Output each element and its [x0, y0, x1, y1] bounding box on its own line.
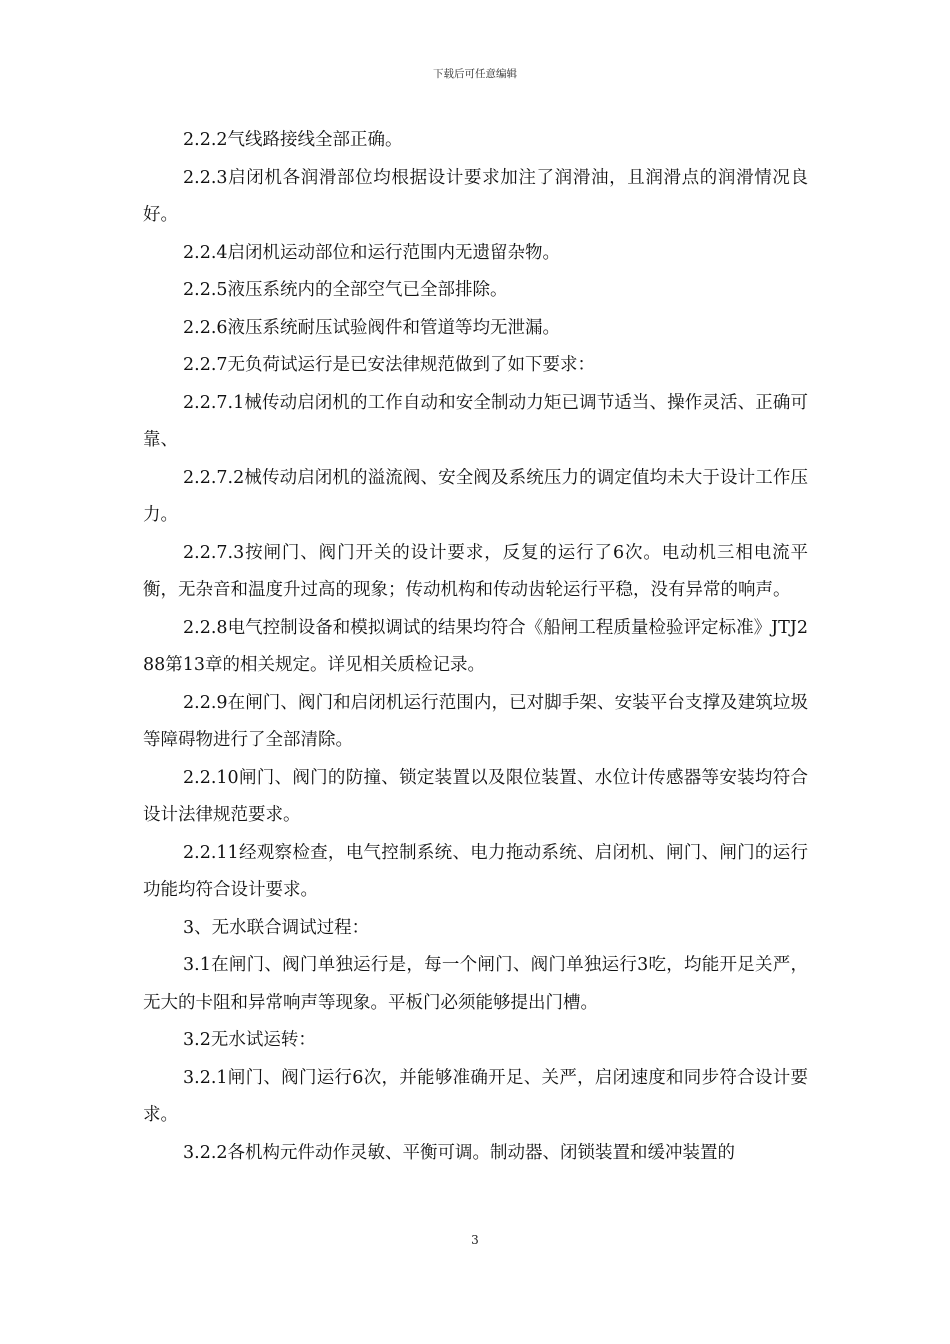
paragraph: 3.1在闸门、阀门单独运行是，每一个闸门、阀门单独运行3吃，均能开足关严，无大的卡阻和异常响声等现象。平板门必须能够提出门槽。	[143, 955, 808, 1013]
paragraph: 2.2.9在闸门、阀门和启闭机运行范围内，已对脚手架、安装平台支撑及建筑垃圾等障碍物进行了全部清除。	[143, 692, 808, 750]
paragraph: 2.2.8电气控制设备和模拟调试的结果均符合《船闸工程质量检验评定标准》JTJ288第13章的相关规定。详见相关质检记录。	[143, 617, 808, 675]
paragraph: 2.2.2气线路接线全部正确。	[183, 130, 403, 150]
page-header: 下载后可任意编辑	[433, 68, 517, 80]
paragraph: 2.2.7.2械传动启闭机的溢流阀、安全阀及系统压力的调定值均未大于设计工作压力。	[143, 467, 808, 525]
paragraph: 2.2.7无负荷试运行是已安法律规范做到了如下要求：	[183, 355, 596, 375]
paragraph: 2.2.7.1械传动启闭机的工作自动和安全制动力矩已调节适当、操作灵活、正确可靠、	[143, 392, 808, 450]
paragraph: 2.2.3启闭机各润滑部位均根据设计要求加注了润滑油，且润滑点的润滑情况良好。	[143, 167, 808, 225]
paragraph: 3.2.1闸门、阀门运行6次，并能够准确开足、关严，启闭速度和同步符合设计要求。	[143, 1067, 808, 1125]
paragraph: 3.2.2各机构元件动作灵敏、平衡可调。制动器、闭锁装置和缓冲装置的	[183, 1142, 736, 1163]
section-heading: 3、无水联合调试过程：	[183, 917, 370, 938]
paragraph: 2.2.6液压系统耐压试验阀件和管道等均无泄漏。	[183, 317, 561, 338]
paragraph: 2.2.7.3按闸门、阀门开关的设计要求，反复的运行了6次。电动机三相电流平衡，无杂音和温度升过高的现象；传动机构和传动齿轮运行平稳，没有异常的响声。	[143, 542, 808, 600]
paragraph: 2.2.10闸门、阀门的防撞、锁定装置以及限位装置、水位计传感器等安装均符合设计法律规范要求。	[143, 767, 808, 825]
paragraph: 2.2.11经观察检查，电气控制系统、电力拖动系统、启闭机、闸门、闸门的运行功能均符合设计要求。	[143, 842, 808, 900]
document-body	[143, 122, 808, 1172]
subsection-heading: 3.2无水试运转：	[183, 1030, 316, 1050]
page-number: 3	[471, 1233, 479, 1247]
paragraph: 2.2.5液压系统内的全部空气已全部排除。	[183, 280, 508, 300]
paragraph: 2.2.4启闭机运动部位和运行范围内无遗留杂物。	[183, 242, 561, 263]
